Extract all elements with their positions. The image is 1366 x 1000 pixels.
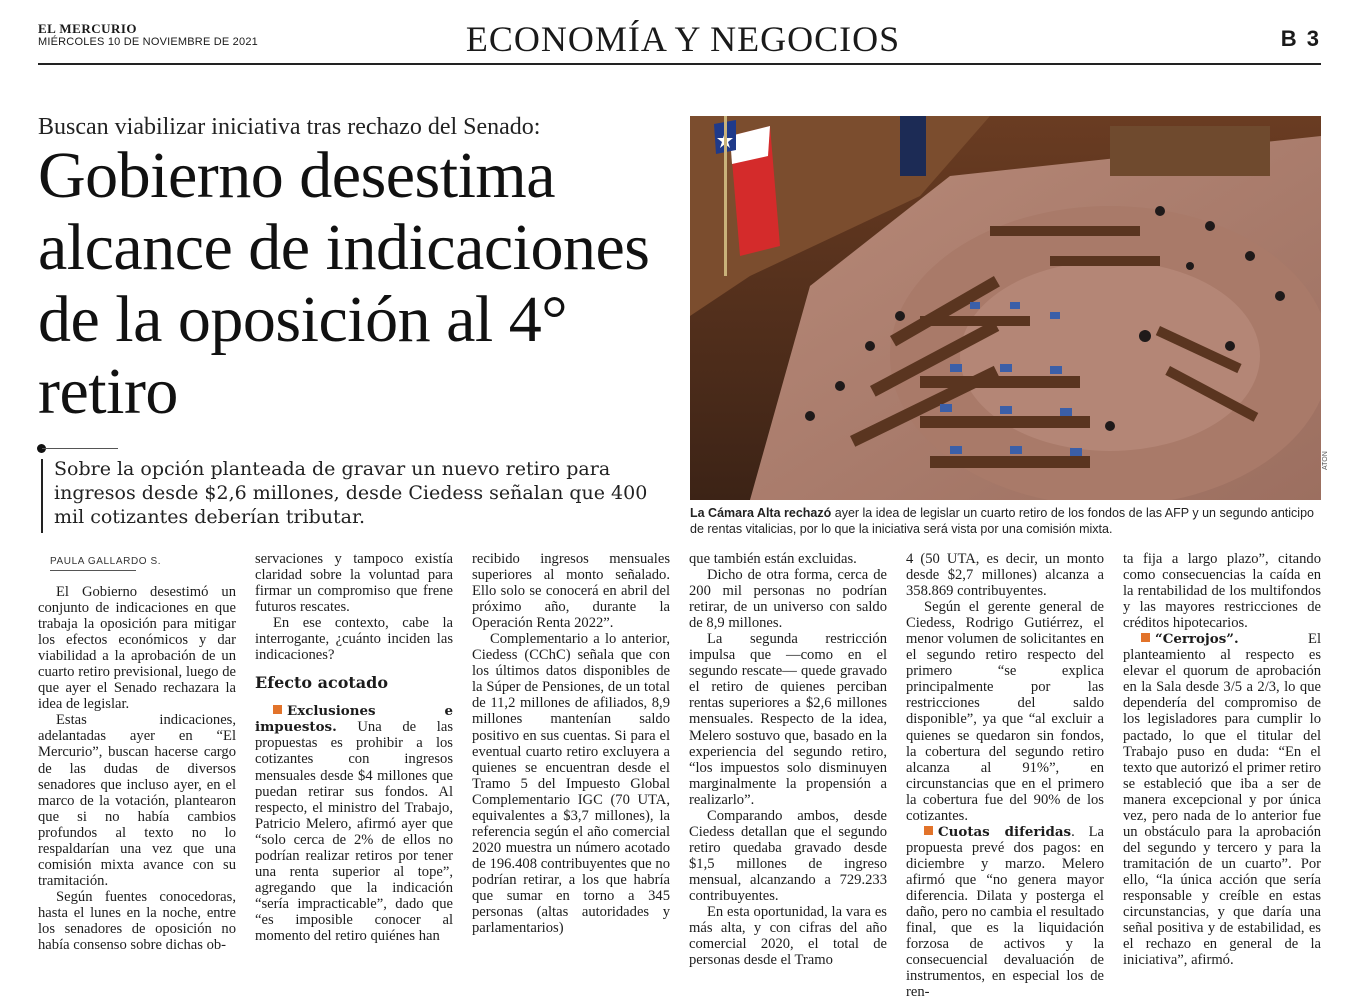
- paragraph: [906, 824, 1104, 1000]
- column-2: [255, 551, 453, 944]
- paper-name: EL MERCURIO: [38, 21, 138, 36]
- orange-square-bullet: [1141, 633, 1150, 642]
- paragraph: Según el gerente general de Ciedess, Rodrigo Gutiérrez, el menor volumen de solicitantes en el segundo retiro respecto del primero “se explica principalmente por las restricciones del saldo disponible”, ya que “al excluir a quienes se quedaron sin fondos, la cobertura del segundo retiro alcanza al 91%”, en circunstancias que en el primero la cobertura fue del 90% de los cotizantes.: [906, 599, 1104, 824]
- bullet-rule: [42, 448, 118, 449]
- paragraph: Dicho de otra forma, cerca de 200 mil personas no podrían retirar, de un universo con saldo de 8,9 millones.: [689, 567, 887, 632]
- byline: PAULA GALLARDO S.: [50, 556, 162, 567]
- kicker: Buscan viabilizar iniciativa tras rechazo del Senado:: [38, 114, 541, 140]
- paragraph: [255, 703, 453, 944]
- top-rule: [38, 63, 1321, 65]
- page-number: B 3: [1280, 26, 1321, 51]
- paragraph: En esta oportunidad, la vara es más alta, y con cifras del año comercial 2020, el total de personas desde el Tramo: [689, 904, 887, 969]
- paragraph: [1123, 631, 1321, 968]
- photo-credit: ATON: [1322, 451, 1329, 470]
- paragraph: Comparando ambos, desde Ciedess detallan que el segundo retiro quedaba gravado desde $1,5 millones de ingreso mensual, alcanzando a 729.233 contribuyentes.: [689, 807, 887, 904]
- deck: Sobre la opción planteada de gravar un nuevo retiro para ingresos desde $2,6 millones, desde Ciedess señalan que 400 mil cotizantes deberían tributar.: [54, 458, 648, 528]
- column-6: [1123, 551, 1321, 968]
- senate-chamber-photo: [690, 116, 1321, 500]
- paragraph: recibido ingresos mensuales superiores al monto señalado. Ello solo se conocerá en abril del próximo año, durante la Operación Renta 2022”.: [472, 551, 670, 632]
- orange-square-bullet: [273, 705, 282, 714]
- paragraph: ta fija a largo plazo”, citando como consecuencias la caída en la rentabilidad de los multifondos y las mayores restricciones de créditos hipotecarios.: [1123, 551, 1321, 632]
- column-1: [38, 584, 236, 953]
- paragraph: El Gobierno desestimó un conjunto de indicaciones en que trabaja la oposición para mitigar los efectos económicos y dar viabilidad a la aprobación de un cuarto retiro previsional, luego de que ayer el Senado rechazara la idea de legislar.: [38, 584, 236, 713]
- paragraph-text: El planteamiento al respecto es elevar el quorum de aprobación en la Sala desde 3/5 a 2/3, lo que dependería del compromiso de los legisladores para cumplir lo pactado, lo que el titular del Trabajo puso en duda: “En el texto que autorizó el primer retiro se estableció que iba a ser de manera excepcional y por única vez, pero nada de lo anterior fue un obstáculo para la aprobación del segundo y tercero y para la tramitación de un cuarto”. Por ello, “la única acción que sería responsable y creíble en estas circunstancias, y que daría una señal positiva y de estabilidad, es el rechazo en general de la iniciativa”, afirmó.: [1123, 631, 1321, 969]
- issue-date: MIÉRCOLES 10 DE NOVIEMBRE DE 2021: [38, 36, 258, 48]
- paragraph: 4 (50 UTA, es decir, un monto desde $2,7 millones) alcanza a 358.869 contribuyentes.: [906, 551, 1104, 600]
- paragraph-text: . La propuesta prevé dos pagos: en diciembre y marzo. Melero afirmó que “no genera mayor diferencia. Dilata y posterga el daño, pero no cambia el resultado final, que es la liquidación forzosa de activos y la consecuencial devaluación de instrumentos, en especial los de ren-: [906, 823, 1104, 1000]
- paragraph: La segunda restricción impulsa que —como en el segundo rescate— quede gravado el retiro de quienes perciban rentas superiores a $2,6 millones mensuales. Respecto de la idea, Melero sostuvo que, basado en la experiencia del segundo retiro, “los impuestos solo disminuyen marginalmente la propensión a realizarlo”.: [689, 631, 887, 808]
- paragraph: Complementario a lo anterior, Ciedess (CChC) señala que con los últimos datos disponibles de la Súper de Pensiones, de un total de 11,2 millones de afiliados, 8,9 millones mantenían saldo positivo en sus cuentas. Si para el eventual cuarto retiro excluyera a quienes se encuentran desde el Tramo 5 del Impuesto Global Complementario IGC (70 UTA, equivalentes a $3,7 millones), la referencia según el año comercial 2020 muestra un número acotado de 196.408 contribuyentes que no podrían retirar, a los que habría que sumar en torno a 345 personas (altas autoridades y parlamentarios): [472, 631, 670, 937]
- section-title: ECONOMÍA Y NEGOCIOS: [465, 19, 901, 59]
- caption-text: ayer la idea de legislar un cuarto retiro de los fondos de las AFP y un segundo anticipo de rentas vitalicias, por lo que la iniciativa será vista por una comisión mixta.: [690, 506, 1314, 536]
- paragraph: que también están excluidas.: [689, 551, 857, 567]
- column-5: [906, 551, 1104, 1000]
- caption-lead: La Cámara Alta rechazó: [690, 506, 832, 520]
- paragraph: servaciones y tampoco existía claridad sobre la voluntad para firmar un compromiso que frene futuros rescates.: [255, 551, 453, 616]
- subhead-efecto-acotado: Efecto acotado: [255, 673, 389, 693]
- byline-rule: [50, 570, 136, 571]
- deck-bar: [41, 459, 43, 533]
- headline: Gobierno desestima alcance de indicaciones de la oposición al 4° retiro: [38, 139, 650, 428]
- paragraph: Según fuentes conocedoras, hasta el lunes en la noche, entre los senadores de oposición no había consenso sobre dichas ob-: [38, 888, 236, 954]
- lead-in: Cuotas diferidas: [938, 823, 1072, 840]
- column-4: [689, 551, 887, 968]
- column-3: [472, 551, 670, 936]
- paragraph: Estas indicaciones, adelantadas ayer en “El Mercurio”, buscan hacerse cargo de las dudas de diversos senadores que incluso ayer, en el marco de la votación, plantearon que si no había cambios profundos al texto no lo respaldarían una vez que una comisión mixta avance con su tramitación.: [38, 712, 236, 889]
- lead-in: “Cerrojos”.: [1155, 631, 1239, 648]
- paragraph-text: Una de las propuestas es prohibir a los cotizantes con ingresos mensuales desde $4 millones que puedan retirar sus fondos. Al respecto, el ministro del Trabajo, Patricio Melero, afirmó ayer que “solo cerca de 2% de ellos no podrían realizar retiros por tener una renta superior al tope”, agregando que la indicación “sería impracticable”, dado que “es imposible conocer al momento del retiro quiénes han: [255, 719, 453, 944]
- paragraph: En ese contexto, cabe la interrogante, ¿cuánto inciden las indicaciones?: [255, 615, 453, 664]
- orange-square-bullet: [924, 826, 933, 835]
- photo-caption: [690, 505, 1330, 537]
- lead-in: Exclusiones e impuestos.: [255, 703, 453, 736]
